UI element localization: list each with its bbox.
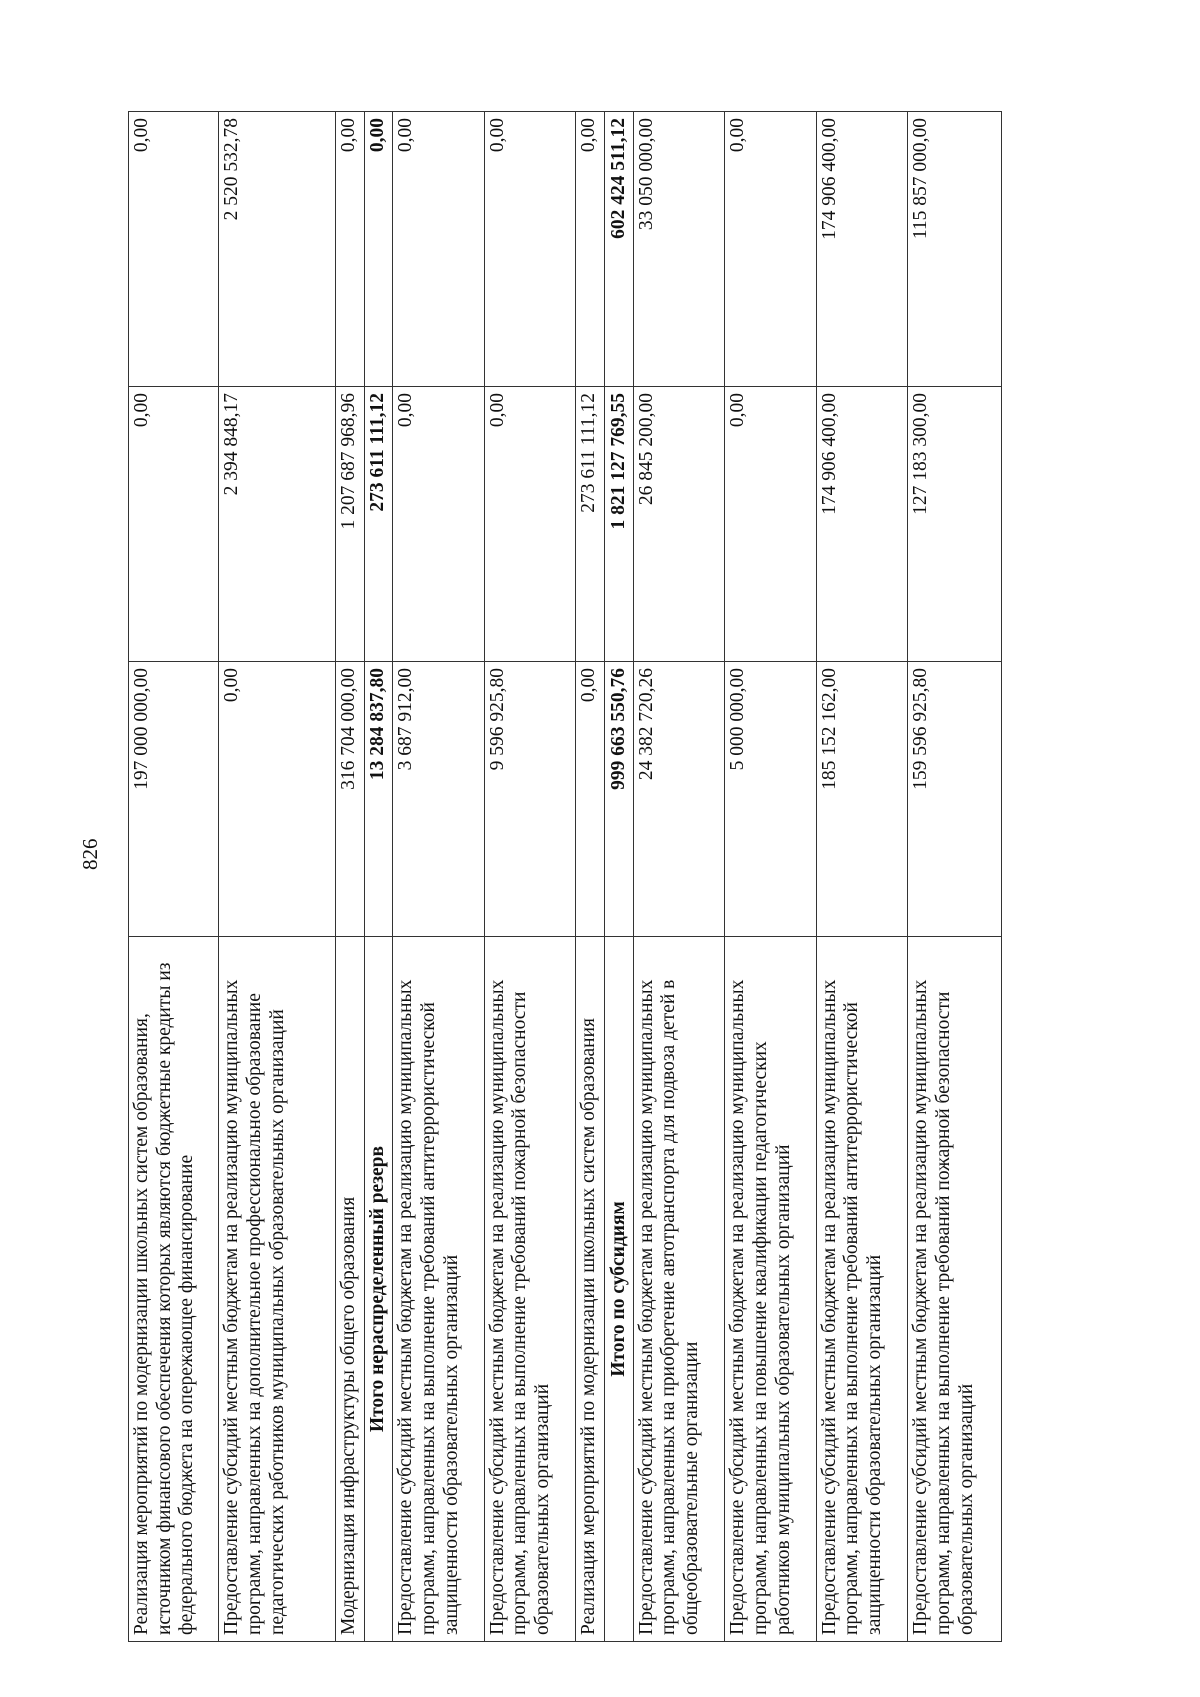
row-label: Предоставление субсидий местным бюджетам на реализацию муниципальных программ, направленных на повышение квалификации педагогических работников муниципальных образовательных организаций — [725, 937, 817, 1642]
row-value-1: 0,00 — [576, 662, 605, 937]
row-value-1: 999 663 550,76 — [605, 662, 634, 937]
row-label: Реализация мероприятий по модернизации школьных систем образования — [576, 937, 605, 1642]
table-row — [633, 112, 725, 1642]
row-value-2: 273 611 111,12 — [576, 387, 605, 662]
table-row — [576, 112, 605, 1642]
row-value-3: 0,00 — [364, 112, 393, 387]
row-value-3: 174 906 400,00 — [816, 112, 908, 387]
row-value-1: 159 596 925,80 — [908, 662, 1002, 937]
table-row — [335, 112, 364, 1642]
row-value-3: 0,00 — [484, 112, 576, 387]
row-value-1: 24 382 720,26 — [633, 662, 725, 937]
budget-table — [128, 111, 1002, 1642]
row-value-3: 2 520 532,78 — [219, 112, 335, 387]
row-value-2: 2 394 848,17 — [219, 387, 335, 662]
row-value-1: 3 687 912,00 — [393, 662, 485, 937]
row-label: Итого по субсидиям — [605, 937, 634, 1642]
row-value-2: 0,00 — [129, 387, 219, 662]
budget-table-rotated — [128, 112, 1002, 1642]
row-value-3: 602 424 511,12 — [605, 112, 634, 387]
row-value-2: 1 821 127 769,55 — [605, 387, 634, 662]
row-label: Предоставление субсидий местным бюджетам на реализацию муниципальных программ, направленных на выполнение требований пожарной безопасности образовательных организаций — [908, 937, 1002, 1642]
row-value-3: 115 857 000,00 — [908, 112, 1002, 387]
row-value-3: 0,00 — [393, 112, 485, 387]
table-row — [129, 112, 219, 1642]
table-row — [725, 112, 817, 1642]
row-value-1: 5 000 000,00 — [725, 662, 817, 937]
row-value-1: 13 284 837,80 — [364, 662, 393, 937]
row-value-2: 174 906 400,00 — [816, 387, 908, 662]
row-value-2: 1 207 687 968,96 — [335, 387, 364, 662]
table-total-row — [605, 112, 634, 1642]
table-total-row — [364, 112, 393, 1642]
row-value-1: 197 000 000,00 — [129, 662, 219, 937]
row-value-2: 0,00 — [393, 387, 485, 662]
table-row — [816, 112, 908, 1642]
row-label: Реализация мероприятий по модернизации школьных систем образования, источником финансового обеспечения которых являются бюджетные кредиты из федерального бюджета на опережающее финансирование — [129, 937, 219, 1642]
row-value-2: 0,00 — [484, 387, 576, 662]
row-value-3: 0,00 — [576, 112, 605, 387]
row-label: Предоставление субсидий местным бюджетам на реализацию муниципальных программ, направленных на приобретение автотранспорта для подвоза детей в общеобразовательные организации — [633, 937, 725, 1642]
table-row — [393, 112, 485, 1642]
row-value-3: 33 050 000,00 — [633, 112, 725, 387]
row-label: Предоставление субсидий местным бюджетам на реализацию муниципальных программ, направленных на дополнительное профессиональное образование педагогических работников муниципальных образовательных организаций — [219, 937, 335, 1642]
row-value-1: 316 704 000,00 — [335, 662, 364, 937]
table-row — [484, 112, 576, 1642]
row-value-3: 0,00 — [129, 112, 219, 387]
row-value-2: 273 611 111,12 — [364, 387, 393, 662]
table-row — [908, 112, 1002, 1642]
row-label: Итого нераспределенный резерв — [364, 937, 393, 1642]
row-value-1: 185 152 162,00 — [816, 662, 908, 937]
row-value-3: 0,00 — [335, 112, 364, 387]
row-label: Модернизация инфраструктуры общего образования — [335, 937, 364, 1642]
table-row — [219, 112, 335, 1642]
row-value-2: 0,00 — [725, 387, 817, 662]
row-label: Предоставление субсидий местным бюджетам на реализацию муниципальных программ, направленных на выполнение требований пожарной безопасности образовательных организаций — [484, 937, 576, 1642]
row-label: Предоставление субсидий местным бюджетам на реализацию муниципальных программ, направленных на выполнение требований антитеррористической защищенности образовательных организаций — [393, 937, 485, 1642]
row-value-2: 26 845 200,00 — [633, 387, 725, 662]
row-label: Предоставление субсидий местным бюджетам на реализацию муниципальных программ, направленных на выполнение требований антитеррористической защищенности образовательных организаций — [816, 937, 908, 1642]
budget-table-body — [129, 112, 1002, 1642]
row-value-1: 0,00 — [219, 662, 335, 937]
page-number: 826 — [78, 838, 102, 870]
row-value-3: 0,00 — [725, 112, 817, 387]
row-value-2: 127 183 300,00 — [908, 387, 1002, 662]
row-value-1: 9 596 925,80 — [484, 662, 576, 937]
